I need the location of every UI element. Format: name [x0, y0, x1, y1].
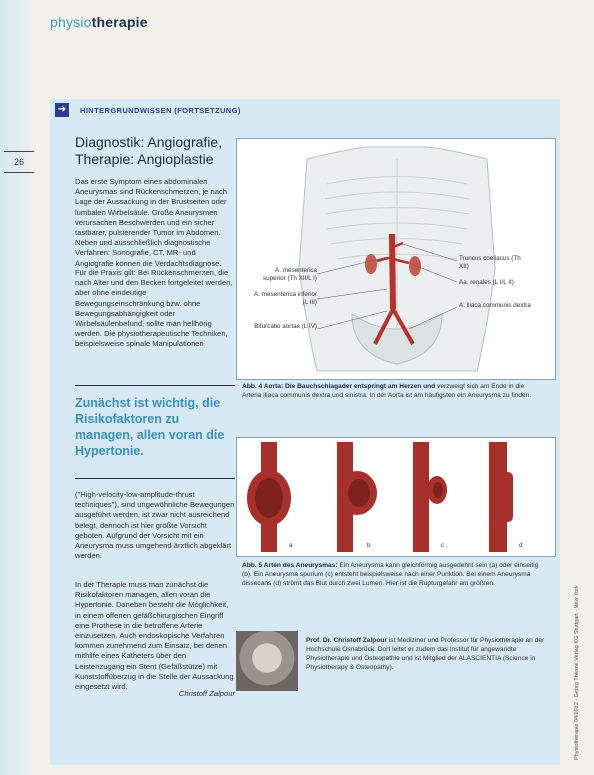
label-mesenterica-superior: A. mesenterica superior (Th XII/L I) [262, 267, 317, 282]
section-bar [50, 99, 560, 121]
magazine-header [50, 14, 148, 30]
left-margin-strip [0, 0, 30, 775]
figure4-caption [242, 382, 542, 400]
author-name: Prof. Dr. Christoff Zalpour [306, 637, 387, 644]
section-label: HINTERGRUNDWISSEN (FORTSETZUNG) [80, 105, 241, 115]
pullquote-rule-bottom [75, 478, 235, 479]
body-paragraph-4: In der Therapie muss man zunächst die Risikofaktoren managen, allen voran die Hypertonie. Daneben besteht die Möglichkeit, in einem offenen gefäßchirurgischen Eingriff eine Prothese in die betroffene Arterie einzusetzen. Auch endoskopische Verfahren kommen zunehmend zum Einsatz, bei denen mithilfe eines Katheters über den Leistenzugang ein Stent (Gefäßstütze) mit Kunststoffüberzug in die Stelle der Aussackung eingesetzt wird. [75, 580, 234, 692]
label-aa-renales: Aa. renales (L I/L II) [459, 279, 514, 286]
panel-label-a: a [289, 542, 293, 549]
figure-aorta [236, 138, 556, 380]
panel-label-b: b [367, 542, 371, 549]
figure5-caption-text: Ein Aneurysma kann gleichförmig ausgedehnt sein (a) oder einseitig (b). Ein Aneurysma spurium (c) entsteht beispielsweise nach einer Punktion. Bei einem Aneurysma dissecans (d) strömt das Blut durch zwei Lumen. Hier ist die Rupturgefahr am größten. [242, 562, 539, 587]
author-bio: ist Mediziner und Professor für Physiotherapie an der Hochschule Osnabrück. Dort leitet er zudem das Institut für angewandte Physiotherapie und Osteopathie und ist Mitglied der ALASCIENTIA (Science in Physiotherapy & Osteopathy). [306, 637, 545, 671]
pullquote: Zunächst ist wichtig, die Risikofaktoren zu managen, allen voran die Hypertonie. [75, 396, 225, 458]
label-iliaca: A. iliaca communis dextra [459, 302, 531, 309]
author-bio-block [306, 636, 548, 672]
figure4-caption-text: verzweigt sich am Ende in die Arteria iliaca communis dextra und sinistra. In der Aorta ist am häufigsten ein Aneurysma zu finden. [242, 383, 532, 399]
body-paragraph-1: Das erste Symptom eines abdominalen Aneurysmas sind Rückenschmerzen, je nach Lage der Aussackung in der Brustseiten oder lumbalen Wirbelsäule. Große Aneurysmen verursachen Beschwerden und ein sicher tastbarer, pulsierender Tumor im Abdomen. Neben und ausschließlich diagnostische Verfahren: Sonografie, CT, MR- und Angiografie können die Verdachtsdiagnose. [75, 177, 227, 268]
aneurysm-types-illustration [237, 438, 555, 556]
sidebar-vertical-text: Physiotherapie 04/2012 · Georg Thieme Verlag KG Stuttgart · New York [574, 585, 580, 760]
body-paragraph-3: ("High-velocity-low-amplitude-thrust techniques"), sind ungewöhnliche Bewegungen ausgeführt werden, ist zwar nicht ausreichend belegt, dennoch ist hier größte Vorsicht geboten. Aufgrund der Vorsicht mit ein Aneurysma muss umgehend ärztlich abgeklärt werden. [75, 490, 235, 561]
signature: Christoff Zalpour [178, 689, 235, 698]
label-bifurcatio: Bifurcatio aortae (L IV) [254, 323, 317, 330]
author-photo [236, 631, 298, 691]
page-number: 26 [4, 151, 34, 173]
figure5-caption [242, 561, 542, 588]
figure5-caption-bold: Abb. 5 Arten des Aneurysmas: [242, 562, 338, 569]
panel-label-c: c [441, 542, 445, 549]
label-mesenterica-inferior: A. mesenterica inferior (L III) [254, 291, 317, 306]
figure-aneurysm-types [236, 437, 556, 557]
header-part2: therapie [91, 14, 148, 30]
header-part1: physio [50, 14, 92, 30]
label-truncus-coeliacus: Truncus coeliacus (Th XII) [459, 255, 521, 270]
article-title: Diagnostik: Angiografie, Therapie: Angioplastie [75, 134, 223, 167]
pullquote-rule-top [75, 385, 235, 386]
arrow-right-icon: ➔ [55, 103, 69, 117]
body-paragraph-2: Für die Praxis gilt: Bei Rückenschmerzen, die nach Alter und den Becken fortgeleitet werden, aber ohne eindeutige Bewegungseinschränkung bzw. ohne Bewegungsabhängigkeit oder Wirbelsäulenbefund, sollte man hellhörig werden. Die physiotherapeutische Techniken, beispielsweise spinale Manipulationen [75, 268, 233, 349]
panel-label-d: d [519, 542, 523, 549]
figure4-caption-bold: Abb. 4 Aorta: Die Bauchschlagader entspringt am Herzen und [242, 383, 436, 390]
